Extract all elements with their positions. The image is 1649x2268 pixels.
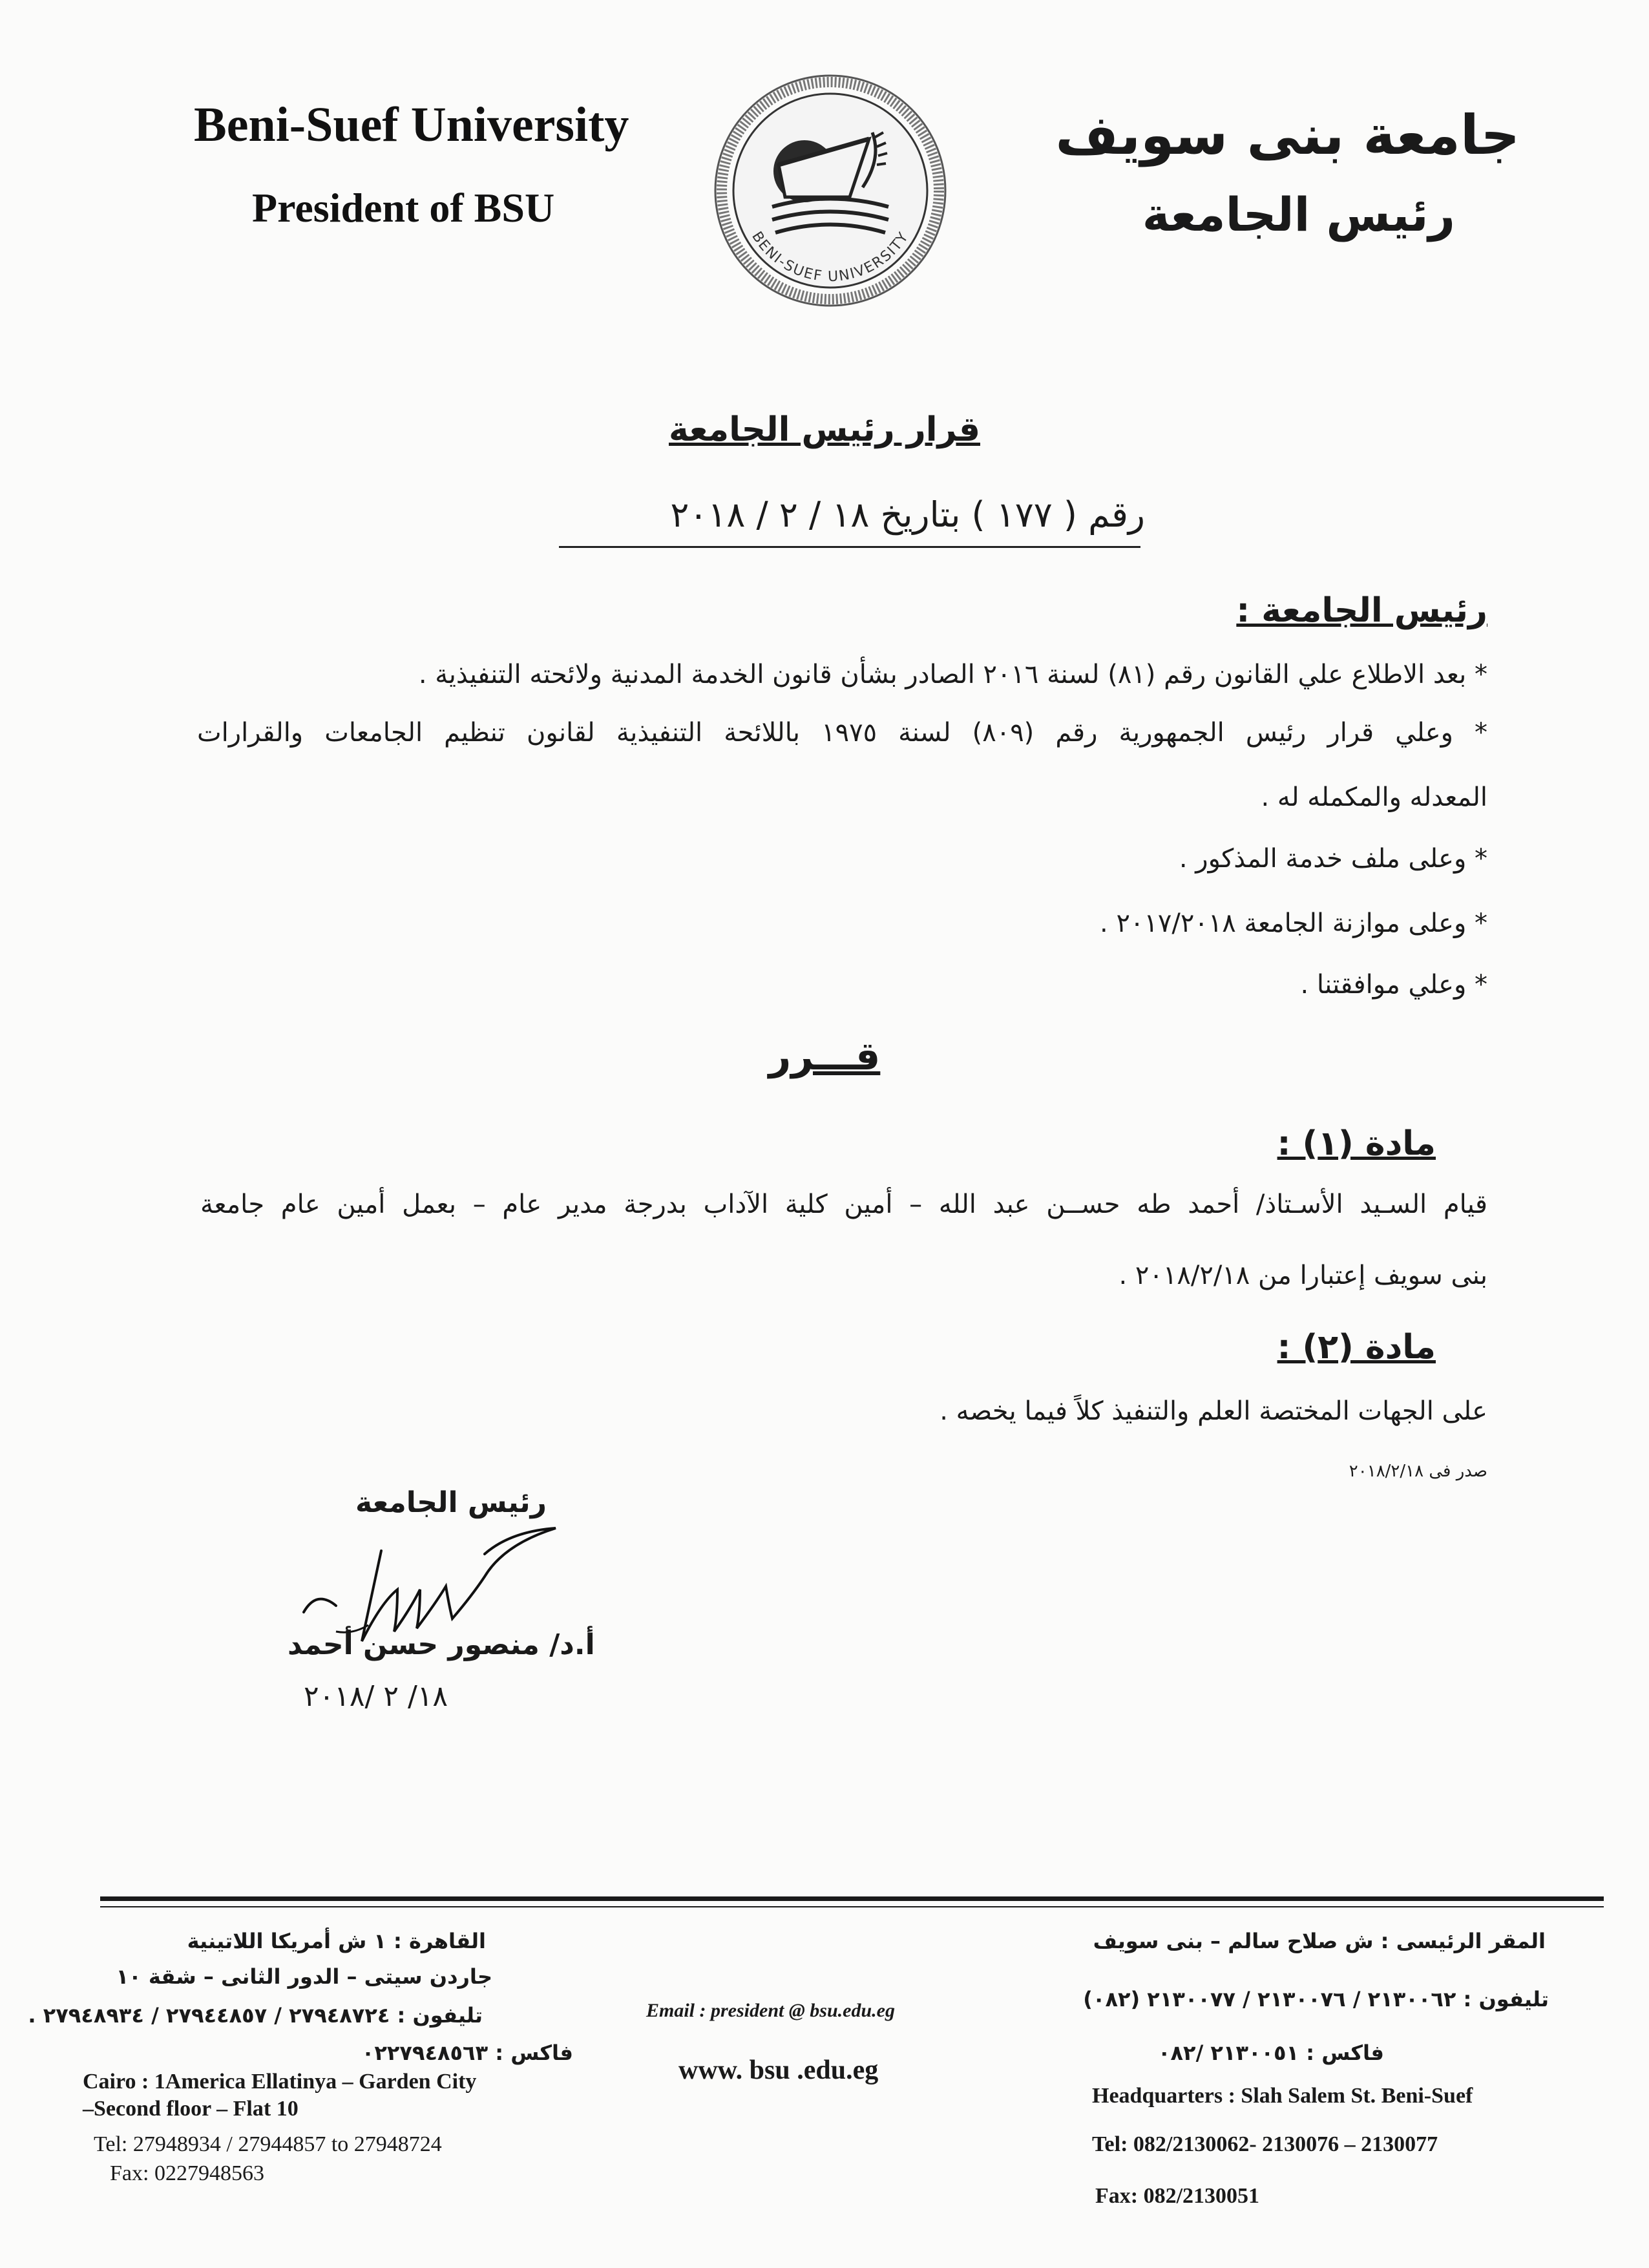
cairo-address-english: –Second floor – Flat 10 xyxy=(83,2097,299,2121)
footer-divider xyxy=(100,1896,1604,1901)
article-2-heading: مادة (٢) : xyxy=(1277,1328,1436,1367)
university-name-arabic: جامعة بنى سويف xyxy=(1055,103,1520,167)
cairo-phone-english: Tel: 27948934 / 27944857 to 27948724 xyxy=(94,2132,442,2156)
email-address: Email : president @ bsu.edu.eg xyxy=(646,2000,895,2021)
website-address: www. bsu .edu.eg xyxy=(678,2055,879,2085)
cairo-address-arabic: جاردن سيتى – الدور الثانى – شقة ١٠ xyxy=(116,1964,492,1989)
president-title-english: President of BSU xyxy=(252,185,555,231)
decree-number-date: رقم ( ١٧٧ ) بتاريخ ١٨ / ٢ / ٢٠١٨ xyxy=(670,494,1145,535)
article-1-text-continuation: بنى سويف إعتبارا من ٢٠١٨/٢/١٨ . xyxy=(1119,1261,1487,1290)
signatory-name: أ.د/ منصور حسن أحمد xyxy=(288,1628,595,1661)
preamble-item: * وعلي موافقتنا . xyxy=(1300,970,1487,1000)
president-title-arabic: رئيس الجامعة xyxy=(1142,187,1455,242)
hq-address-english: Headquarters : Slah Salem St. Beni-Suef xyxy=(1092,2084,1473,2108)
cairo-fax-arabic: فاكس : ٠٢٢٧٩٤٨٥٦٣ xyxy=(361,2041,573,2065)
hq-address-arabic: المقر الرئيسى : ش صلاح سالم – بنى سويف xyxy=(1093,1929,1546,1953)
article-1-text: قيام السـيد الأسـتاذ/ أحمد طه حســن عبد الله – أمين كلية الآداب بدرجة مدير عام – بعمل أمين عام جامعة xyxy=(200,1190,1487,1219)
preamble-continuation: المعدله والمكمله له . xyxy=(1261,782,1487,812)
footer-divider-thin xyxy=(100,1906,1604,1907)
handwritten-date: ١٨/ ٢ /٢٠١٨ xyxy=(304,1680,448,1713)
article-2-text: على الجهات المختصة العلم والتنفيذ كلاً فيما يخصه . xyxy=(940,1396,1487,1426)
decree-title: قرار رئيس الجامعة xyxy=(669,410,980,449)
preamble-item: * وعلى ملف خدمة المذكور . xyxy=(1179,844,1487,874)
hq-phone-arabic: تليفون : ٢١٣٠٠٦٢ / ٢١٣٠٠٧٦ / ٢١٣٠٠٧٧ (٠٨٢) xyxy=(1083,1987,1549,2011)
cairo-address-arabic: القاهرة : ١ ش أمريكا اللاتينية xyxy=(187,1929,486,1953)
cairo-address-english: Cairo : 1America Ellatinya – Garden City xyxy=(83,2070,477,2094)
issued-date: صدر فى ٢٠١٨/٢/١٨ xyxy=(1349,1462,1487,1481)
preamble-item: * وعلي قرار رئيس الجمهورية رقم (٨٠٩) لسنة ١٩٧٥ باللائحة التنفيذية لقانون تنظيم الجامعات والقرارات xyxy=(197,718,1487,748)
article-1-heading: مادة (١) : xyxy=(1277,1124,1436,1163)
decided-heading: قـــرر xyxy=(768,1034,881,1079)
president-heading: رئيس الجامعة : xyxy=(1236,591,1487,630)
title-underline xyxy=(559,546,1140,548)
hq-fax-english: Fax: 082/2130051 xyxy=(1095,2184,1260,2208)
university-name-english: Beni-Suef University xyxy=(194,98,629,152)
cairo-phone-arabic: تليفون : ٢٧٩٤٨٧٢٤ / ٢٧٩٤٤٨٥٧ / ٢٧٩٤٨٩٣٤ . xyxy=(28,2003,483,2028)
hq-phone-english: Tel: 082/2130062- 2130076 – 2130077 xyxy=(1092,2132,1438,2156)
university-seal-logo xyxy=(708,68,953,313)
preamble-item: * وعلى موازنة الجامعة ٢٠١٧/٢٠١٨ . xyxy=(1100,908,1487,938)
hq-fax-arabic: فاكس : ٢١٣٠٠٥١ /٠٨٢ xyxy=(1157,2041,1384,2065)
cairo-fax-english: Fax: 0227948563 xyxy=(110,2161,264,2185)
seal-lettering: BENI-SUEF UNIVERSITY xyxy=(748,229,912,286)
preamble-item: * بعد الاطلاع علي القانون رقم (٨١) لسنة ٢٠١٦ الصادر بشأن قانون الخدمة المدنية ولائحته التنفيذية . xyxy=(418,660,1487,689)
signatory-title: رئيس الجامعة xyxy=(355,1486,547,1519)
